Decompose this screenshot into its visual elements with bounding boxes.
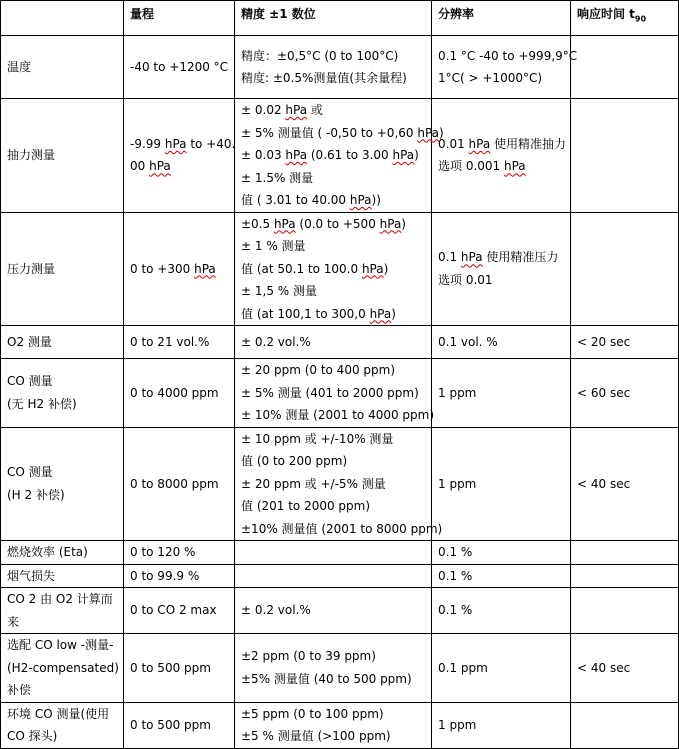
header-range: 量程 [124, 1, 235, 36]
cell-line: 0.01 hPa 使用精准抽力 [438, 136, 567, 151]
cell-resolution [432, 541, 571, 565]
cell-line: (H 2 补偿) [7, 487, 65, 502]
cell-range [124, 359, 235, 428]
cell-line: 燃烧效率 (Eta) [7, 545, 88, 559]
header-resolution: 分辨率 [432, 1, 571, 36]
cell-resolution [432, 588, 571, 634]
cell-line: O2 测量 [7, 334, 52, 349]
cell-line: 1 ppm [438, 717, 477, 732]
cell-resolution [432, 359, 571, 428]
cell-line: ± 1 % 测量 [241, 239, 306, 253]
header-response-label: 响应时间 t [577, 7, 635, 21]
cell-line: ± 0.03 hPa (0.61 to 3.00 hPa) [241, 148, 419, 162]
cell-parameter [1, 326, 124, 359]
cell-range [124, 326, 235, 359]
cell-response-time [571, 99, 679, 213]
cell-line: 精度：±0,5°C (0 to 100°C) [241, 48, 399, 63]
table-row [1, 99, 679, 213]
cell-line: ± 0.2 vol.% [241, 603, 311, 618]
cell-parameter [1, 36, 124, 99]
cell-range [124, 702, 235, 748]
cell-range [124, 36, 235, 99]
cell-parameter [1, 541, 124, 565]
cell-line: (H2-compensated) [7, 660, 119, 675]
cell-line: ±5 % 测量值 (>100 ppm) [241, 729, 391, 743]
cell-line: < 60 sec [577, 385, 631, 400]
cell-line: (无 H2 补偿) [7, 396, 77, 411]
cell-line: 0.1 ppm [438, 660, 488, 675]
cell-line: 0.1 vol. % [438, 334, 498, 349]
cell-line: 压力测量 [7, 261, 56, 276]
cell-accuracy [235, 588, 432, 634]
cell-response-time [571, 541, 679, 565]
cell-resolution [432, 326, 571, 359]
cell-response-time [571, 427, 679, 541]
cell-line: 0 to 120 % [130, 545, 196, 559]
cell-line: ± 0.02 hPa 或 [241, 103, 323, 117]
cell-parameter [1, 427, 124, 541]
cell-accuracy [235, 212, 432, 326]
cell-range [124, 427, 235, 541]
cell-parameter [1, 99, 124, 213]
cell-range [124, 99, 235, 213]
cell-line: ± 10 ppm 或 +/-10% 测量 [241, 431, 394, 446]
header-response-time [571, 1, 679, 36]
cell-resolution [432, 564, 571, 588]
header-parameter [1, 1, 124, 36]
cell-range [124, 564, 235, 588]
cell-accuracy [235, 326, 432, 359]
cell-line: 值 ( 3.01 to 40.00 hPa)) [241, 193, 381, 207]
cell-line: 精度: ±0.5%测量值(其余量程) [241, 71, 407, 85]
cell-line: 值 (at 100,1 to 300,0 hPa) [241, 306, 396, 321]
cell-line: ± 10% 测量 (2001 to 4000 ppm) [241, 408, 435, 422]
cell-line: ± 20 ppm (0 to 400 ppm) [241, 363, 396, 377]
cell-accuracy [235, 359, 435, 428]
cell-line: 0.1 °C -40 to +999,9°C [438, 48, 578, 63]
cell-line: ±10% 测量值 (2001 to 8000 ppm) [241, 521, 443, 536]
cell-resolution [432, 36, 578, 99]
cell-line: ± 0.2 vol.% [241, 334, 311, 349]
cell-line: -9.99 hPa to +40. [130, 136, 236, 151]
cell-line: 抽力测量 [7, 148, 56, 162]
cell-accuracy [235, 36, 432, 99]
cell-parameter [1, 212, 124, 326]
header-row [1, 1, 679, 36]
cell-line: ±5% 测量值 (40 to 500 ppm) [241, 671, 412, 686]
cell-line: 1°C( > +1000°C) [438, 71, 543, 85]
table-row [1, 427, 679, 541]
header-accuracy: 精度 ±1 数位 [235, 1, 432, 36]
table-row [1, 326, 679, 359]
cell-parameter [1, 588, 124, 634]
cell-line: 0 to 8000 ppm [130, 476, 219, 491]
table-row [1, 588, 679, 634]
cell-accuracy [235, 99, 444, 213]
cell-accuracy [235, 427, 443, 541]
cell-line: 0.1 % [438, 568, 473, 583]
cell-line: 选项 0.01 [438, 272, 493, 287]
cell-line: 值 (201 to 2000 ppm) [241, 499, 371, 513]
cell-accuracy [235, 634, 432, 703]
table-row [1, 36, 679, 99]
cell-response-time [571, 588, 679, 634]
table-row [1, 212, 679, 326]
cell-response-time [571, 702, 679, 748]
cell-parameter [1, 634, 124, 703]
cell-line: 1 ppm [438, 385, 477, 400]
cell-line: 0 to 21 vol.% [130, 334, 210, 349]
cell-resolution [432, 702, 571, 748]
cell-line: ±0.5 hPa (0.0 to +500 hPa) [241, 216, 406, 231]
cell-line: < 40 sec [577, 660, 631, 675]
cell-line: 选配 CO low -测量- [7, 638, 114, 652]
cell-line: ±5 ppm (0 to 100 ppm) [241, 706, 384, 721]
cell-line: CO 2 由 O2 计算而 [7, 592, 113, 606]
cell-range [124, 212, 235, 326]
cell-parameter [1, 359, 124, 428]
cell-line: CO 探头) [7, 729, 58, 743]
cell-line: 温度 [7, 59, 32, 74]
cell-accuracy [235, 702, 432, 748]
cell-line: 1 ppm [438, 476, 477, 491]
cell-line: -40 to +1200 °C [130, 59, 229, 74]
cell-response-time [571, 634, 679, 703]
table-row [1, 541, 679, 565]
cell-resolution [432, 427, 571, 541]
cell-line: 0.1 hPa 使用精准压力 [438, 250, 559, 265]
cell-line: 选项 0.001 hPa [438, 159, 526, 174]
cell-line: 0 to 99.9 % [130, 568, 200, 583]
cell-line: CO 测量 [7, 465, 53, 480]
cell-line: 0 to 500 ppm [130, 660, 211, 675]
cell-line: ± 1.5% 测量 [241, 170, 314, 185]
cell-response-time [571, 326, 679, 359]
header-response-subscript: 90 [634, 14, 647, 24]
cell-line: ± 5% 测量 (401 to 2000 ppm) [241, 385, 419, 400]
cell-range [124, 588, 235, 634]
cell-range [124, 634, 235, 703]
cell-line: 烟气损失 [7, 568, 56, 583]
cell-line: < 20 sec [577, 334, 631, 349]
cell-line: 来 [7, 614, 20, 629]
cell-accuracy [235, 541, 432, 565]
cell-line: ± 20 ppm 或 +/-5% 测量 [241, 476, 386, 491]
cell-line: 00 hPa [130, 159, 171, 174]
cell-line: < 40 sec [577, 476, 631, 491]
cell-line: ± 5% 测量值 ( -0,50 to +0,60 hPa) [241, 125, 444, 140]
cell-line: 0.1 % [438, 545, 473, 559]
cell-response-time [571, 564, 679, 588]
cell-response-time [571, 359, 679, 428]
table-body [1, 36, 679, 749]
cell-line: 值 (0 to 200 ppm) [241, 454, 348, 468]
table-row [1, 702, 679, 748]
cell-resolution [432, 99, 571, 213]
table-row [1, 359, 679, 428]
cell-response-time [571, 212, 679, 326]
cell-resolution [432, 212, 571, 326]
cell-line: 值 (at 50.1 to 100.0 hPa) [241, 261, 389, 276]
cell-line: 0 to 500 ppm [130, 717, 211, 732]
cell-line: ±2 ppm (0 to 39 ppm) [241, 649, 376, 664]
table-row [1, 564, 679, 588]
cell-line: 0 to +300 hPa [130, 261, 216, 276]
cell-range [124, 541, 235, 565]
cell-line: 0 to 4000 ppm [130, 385, 219, 400]
cell-line: CO 测量 [7, 374, 53, 389]
cell-response-time [571, 36, 679, 99]
cell-parameter [1, 702, 124, 748]
cell-resolution [432, 634, 571, 703]
table-row [1, 634, 679, 703]
cell-parameter [1, 564, 124, 588]
cell-line: 补偿 [7, 683, 32, 697]
cell-line: ± 1,5 % 测量 [241, 284, 317, 298]
cell-line: 环境 CO 测量(使用 [7, 706, 110, 721]
cell-accuracy [235, 564, 432, 588]
cell-line: 0.1 % [438, 603, 473, 618]
cell-line: 0 to CO 2 max [130, 603, 217, 618]
